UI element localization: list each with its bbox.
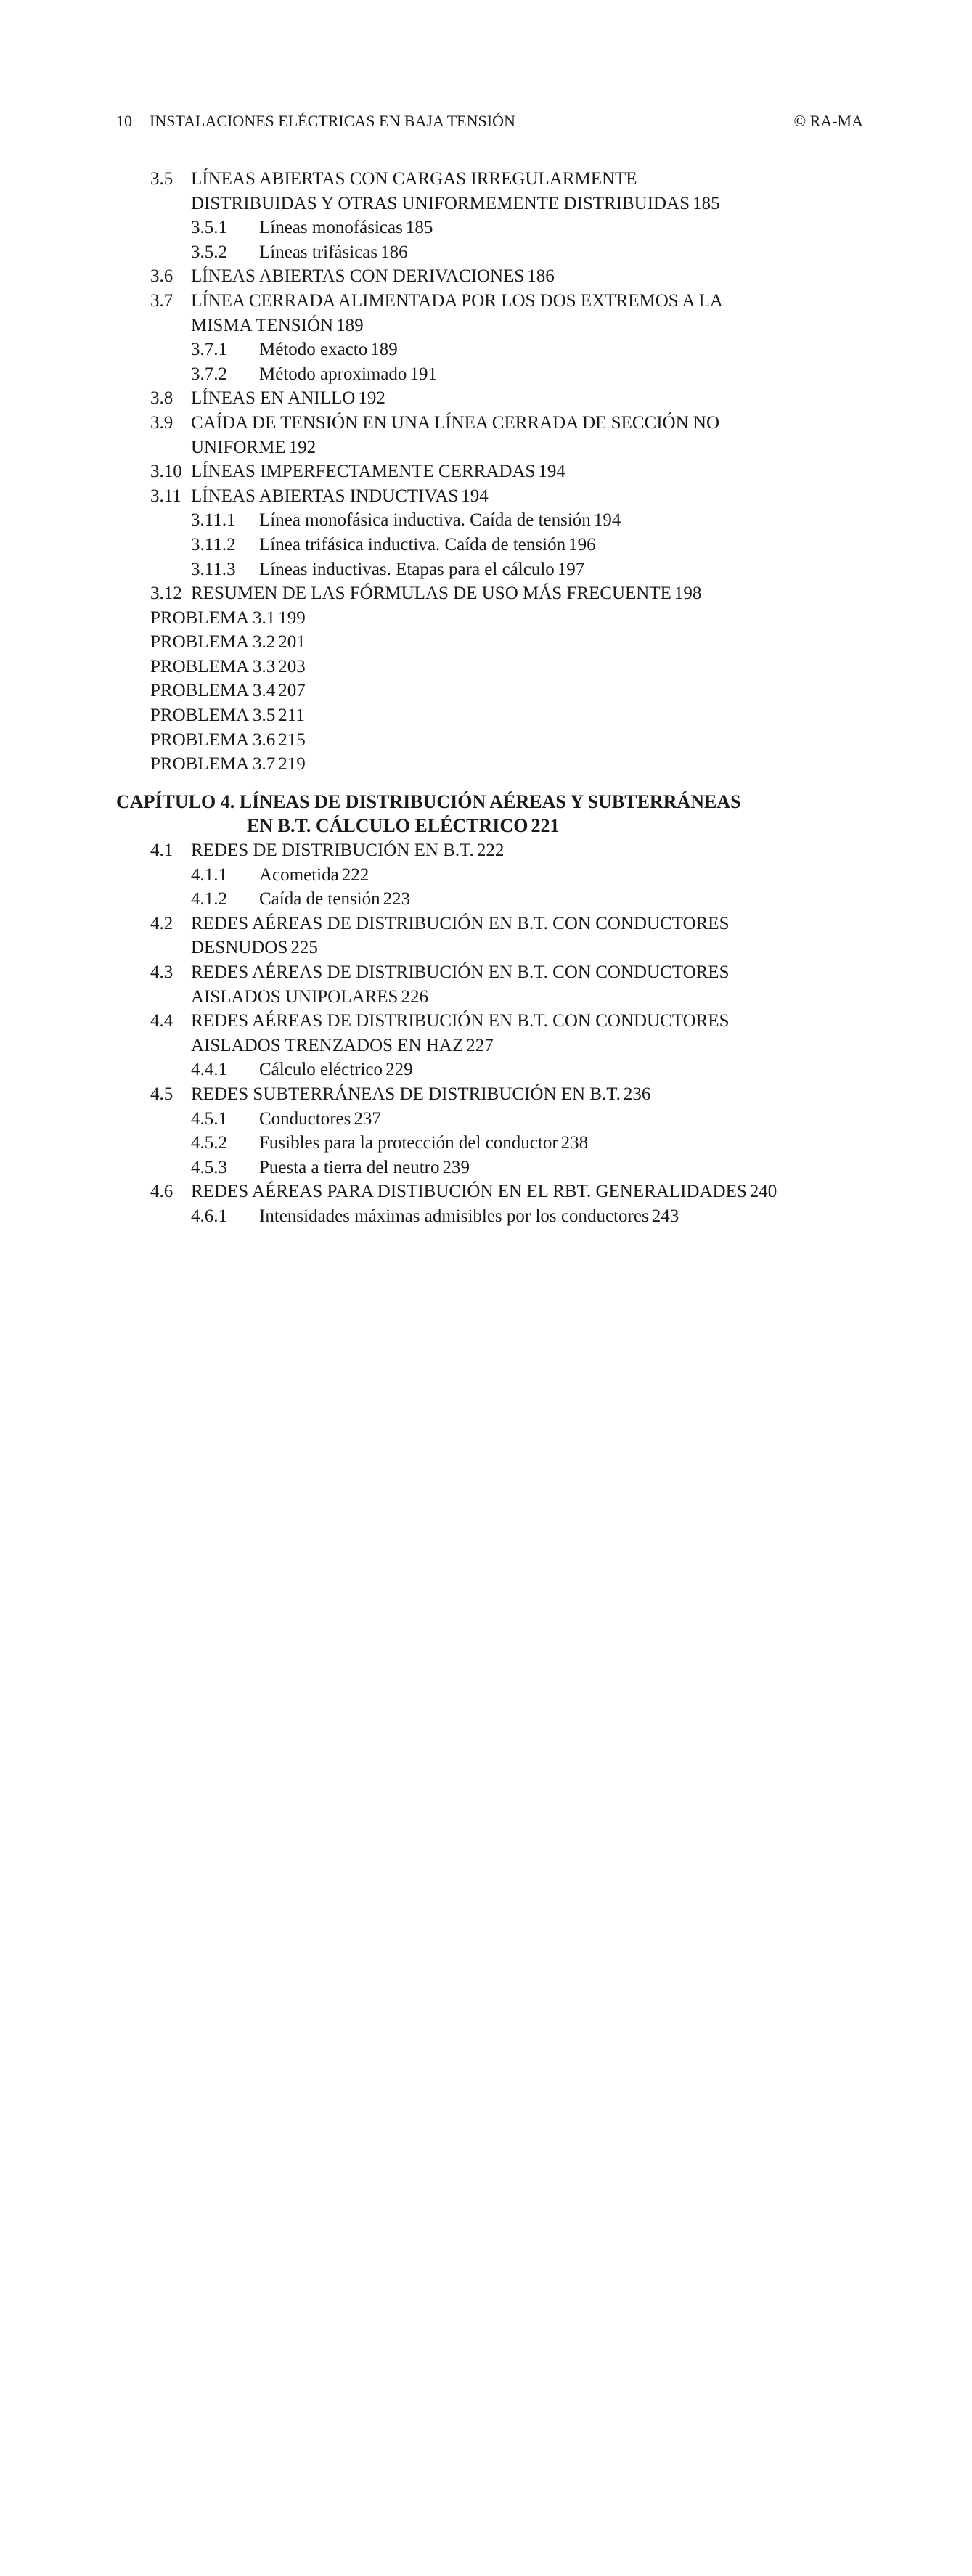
toc-page-number: 186	[380, 242, 408, 262]
toc-entry[interactable]	[116, 216, 863, 240]
header-book-title: INSTALACIONES ELÉCTRICAS EN BAJA TENSIÓN	[150, 112, 515, 130]
toc-entry-title: LÍNEAS ABIERTAS CON CARGAS IRREGULARMENTE	[191, 167, 639, 192]
toc-entry-title: LÍNEA CERRADA ALIMENTADA POR LOS DOS EXTREMOS A LA	[191, 289, 724, 314]
toc-entry-title: Fusibles para la protección del conductor	[259, 1131, 560, 1156]
toc-entry[interactable]	[116, 936, 863, 960]
toc-chapter-line[interactable]	[116, 814, 863, 838]
toc-page-number: 215	[278, 729, 306, 750]
toc-page-number: 189	[336, 315, 364, 335]
toc-page-number: 185	[693, 193, 720, 213]
toc-entry-number: 4.4.1	[191, 1060, 227, 1080]
toc-entry[interactable]	[116, 508, 863, 533]
toc-entry[interactable]	[116, 386, 863, 411]
toc-entry-title: Caída de tensión	[259, 887, 382, 912]
toc-entry[interactable]	[116, 533, 863, 557]
toc-page-number: 196	[568, 534, 596, 555]
toc-entry[interactable]	[116, 362, 863, 387]
toc-entry-title: PROBLEMA 3.1	[150, 606, 277, 631]
toc-entry[interactable]	[116, 1179, 863, 1204]
toc-page-number: 207	[278, 681, 306, 701]
toc-page-number: 240	[749, 1182, 777, 1202]
toc-entry[interactable]	[116, 985, 863, 1010]
toc-entry[interactable]	[116, 655, 863, 679]
toc-entry-title: LÍNEAS EN ANILLO	[191, 386, 356, 411]
toc-entry[interactable]	[116, 459, 863, 484]
toc-entry[interactable]	[116, 264, 863, 289]
header-page-number: 10	[116, 112, 132, 130]
toc-entry-title: Método exacto	[259, 338, 369, 362]
toc-page-number: 199	[278, 608, 306, 628]
toc-entry-title: PROBLEMA 3.5	[150, 703, 277, 728]
header-publisher: © RA-MA	[793, 112, 863, 130]
toc-entry-number: 3.10	[150, 462, 182, 482]
toc-entry[interactable]	[116, 863, 863, 888]
toc-page-number: 243	[651, 1206, 679, 1226]
toc-entry-number: 3.12	[150, 584, 182, 604]
toc-entry-number: 3.8	[150, 388, 173, 409]
toc-entry-title: Línea trifásica inductiva. Caída de tensión	[259, 533, 567, 557]
toc-entry[interactable]	[116, 1107, 863, 1132]
toc-entry-number: 4.5	[150, 1084, 173, 1104]
toc-entry-title: CAÍDA DE TENSIÓN EN UNA LÍNEA CERRADA DE SECCIÓN NO	[191, 411, 721, 436]
toc-entry[interactable]	[116, 192, 863, 216]
toc-entry-number: 3.5.1	[191, 218, 227, 238]
toc-page-number: 226	[401, 986, 428, 1007]
toc-entry-title: Líneas inductivas. Etapas para el cálculo	[259, 557, 556, 582]
toc-entry[interactable]	[116, 581, 863, 606]
toc-entry-number: 4.5.1	[191, 1108, 227, 1129]
toc-entry-number: 4.3	[150, 962, 173, 982]
toc-page-number: 236	[623, 1084, 651, 1104]
toc-entry[interactable]	[116, 960, 863, 985]
toc-entry-title: PROBLEMA 3.7	[150, 752, 277, 777]
toc-page-number: 222	[476, 841, 505, 861]
toc-entry[interactable]	[116, 167, 863, 192]
toc-page-number: 192	[358, 388, 385, 409]
toc-entry[interactable]	[116, 411, 863, 436]
toc-entry-number: 3.11.1	[191, 510, 236, 531]
toc-entry-title: AISLADOS UNIPOLARES	[191, 985, 399, 1010]
toc-entry-title: REDES AÉREAS DE DISTRIBUCIÓN EN B.T. CON CONDUCTORES	[191, 1009, 730, 1034]
toc-entry[interactable]	[116, 338, 863, 362]
toc-entry[interactable]	[116, 1082, 863, 1107]
toc-page-number: 229	[385, 1060, 413, 1080]
toc-entry-number: 3.11	[150, 486, 181, 506]
toc-chapter-line[interactable]	[116, 790, 863, 814]
toc-entry-number: 3.11.2	[191, 534, 236, 555]
header-left	[116, 112, 515, 131]
toc-entry[interactable]	[116, 1156, 863, 1180]
toc-entry[interactable]	[116, 314, 863, 338]
toc-entry[interactable]	[116, 1204, 863, 1229]
toc-entry-title: REDES AÉREAS DE DISTRIBUCIÓN EN B.T. CON CONDUCTORES	[191, 912, 730, 936]
toc-entry-number: 3.7	[150, 290, 173, 311]
toc-page-number: 194	[593, 510, 621, 531]
toc-entry[interactable]	[116, 838, 863, 863]
toc-entry-title: EN B.T. CÁLCULO ELÉCTRICO	[247, 814, 529, 838]
toc-entry-title: Intensidades máximas admisibles por los conductores	[259, 1204, 650, 1229]
toc-entry-number: 4.1.2	[191, 889, 227, 909]
toc-entry-title: PROBLEMA 3.6	[150, 728, 277, 753]
toc-entry-number: 4.1.1	[191, 864, 227, 885]
table-of-contents	[116, 167, 863, 1229]
toc-entry-number: 4.2	[150, 913, 173, 933]
toc-page-number: 198	[674, 584, 702, 604]
toc-entry[interactable]	[116, 240, 863, 265]
toc-page-number: 194	[461, 486, 489, 506]
toc-entry[interactable]	[116, 887, 863, 912]
toc-entry-number: 3.9	[150, 412, 173, 433]
toc-entry-title: Líneas monofásicas	[259, 216, 404, 240]
toc-entry[interactable]	[116, 436, 863, 460]
toc-entry[interactable]	[116, 484, 863, 509]
toc-entry-title: REDES AÉREAS DE DISTRIBUCIÓN EN B.T. CON CONDUCTORES	[191, 960, 730, 985]
toc-entry-title: Línea monofásica inductiva. Caída de tensión	[259, 508, 592, 533]
toc-entry[interactable]	[116, 728, 863, 753]
toc-entry-title: RESUMEN DE LAS FÓRMULAS DE USO MÁS FRECUENTE	[191, 581, 673, 606]
toc-entry-number: 4.5.2	[191, 1133, 227, 1153]
toc-entry[interactable]	[116, 679, 863, 703]
toc-entry-title: REDES AÉREAS PARA DISTIBUCIÓN EN EL RBT. GENERALIDADES	[191, 1179, 748, 1204]
toc-entry-title: Puesta a tierra del neutro	[259, 1156, 441, 1180]
toc-page-number: 223	[383, 889, 411, 909]
toc-page-number: 201	[278, 632, 306, 653]
toc-entry[interactable]	[116, 1131, 863, 1156]
toc-page-number: 186	[527, 266, 555, 287]
toc-entry-number: 3.11.3	[191, 559, 236, 579]
toc-page-number: 185	[405, 218, 433, 238]
toc-entry[interactable]	[116, 752, 863, 777]
toc-page-number: 194	[538, 462, 565, 482]
toc-entry-title: LÍNEAS IMPERFECTAMENTE CERRADAS	[191, 459, 536, 484]
toc-page-number: 211	[278, 706, 305, 726]
toc-entry-number: 3.7.1	[191, 340, 227, 360]
toc-entry-number: 4.1	[150, 841, 173, 861]
toc-entry-title: AISLADOS TRENZADOS EN HAZ	[191, 1034, 465, 1058]
toc-entry-title: REDES SUBTERRÁNEAS DE DISTRIBUCIÓN EN B.T.	[191, 1082, 622, 1107]
toc-entry-number: 3.6	[150, 266, 173, 287]
toc-page-number: 197	[557, 559, 585, 579]
toc-page-number: 227	[466, 1035, 494, 1055]
toc-page-number: 238	[560, 1133, 589, 1153]
toc-page-number: 219	[278, 754, 306, 774]
toc-entry[interactable]	[116, 557, 863, 582]
toc-entry-title: Método aproximado	[259, 362, 408, 387]
toc-page-number: 222	[341, 864, 369, 885]
toc-entry[interactable]	[116, 289, 863, 314]
toc-entry-title: PROBLEMA 3.2	[150, 630, 277, 655]
toc-entry-title: CAPÍTULO 4. LÍNEAS DE DISTRIBUCIÓN AÉREAS Y SUBTERRÁNEAS	[116, 790, 743, 814]
toc-entry-number: 3.5.2	[191, 242, 227, 262]
toc-entry-title: MISMA TENSIÓN	[191, 314, 335, 338]
toc-entry-title: REDES DE DISTRIBUCIÓN EN B.T.	[191, 838, 475, 863]
toc-entry-title: Acometida	[259, 863, 340, 888]
toc-entry-title: PROBLEMA 3.3	[150, 655, 277, 679]
toc-entry[interactable]	[116, 1058, 863, 1082]
running-header	[116, 112, 863, 134]
toc-entry-title: LÍNEAS ABIERTAS CON DERIVACIONES	[191, 264, 526, 289]
toc-entry-title: DESNUDOS	[191, 936, 289, 960]
toc-entry[interactable]	[116, 912, 863, 936]
toc-entry-title: PROBLEMA 3.4	[150, 679, 277, 703]
toc-entry-number: 4.6	[150, 1182, 173, 1202]
toc-page-number: 189	[370, 340, 398, 360]
toc-entry-title: Líneas trifásicas	[259, 240, 379, 265]
toc-entry-title: Conductores	[259, 1107, 352, 1132]
toc-page-number: 192	[288, 437, 316, 457]
toc-entry-number: 4.6.1	[191, 1206, 227, 1226]
toc-page-number: 203	[278, 656, 306, 676]
toc-page-number: 239	[442, 1157, 470, 1177]
toc-entry-number: 3.5	[150, 169, 173, 189]
toc-entry-title: LÍNEAS ABIERTAS INDUCTIVAS	[191, 484, 460, 509]
toc-entry-title: DISTRIBUIDAS Y OTRAS UNIFORMEMENTE DISTRIBUIDAS	[191, 192, 691, 216]
toc-entry[interactable]	[116, 1009, 863, 1034]
toc-page-number: 221	[531, 815, 560, 837]
toc-entry-title: UNIFORME	[191, 436, 287, 460]
toc-page-number: 191	[409, 364, 437, 384]
toc-entry-number: 3.7.2	[191, 364, 227, 384]
toc-page-number: 237	[354, 1108, 381, 1129]
toc-entry-number: 4.4	[150, 1011, 173, 1031]
toc-entry-title: Cálculo eléctrico	[259, 1058, 384, 1082]
toc-entry-number: 4.5.3	[191, 1157, 227, 1177]
toc-entry[interactable]	[116, 630, 863, 655]
toc-entry[interactable]	[116, 606, 863, 631]
toc-entry[interactable]	[116, 703, 863, 728]
toc-page-number: 225	[290, 938, 318, 958]
toc-entry[interactable]	[116, 1034, 863, 1058]
